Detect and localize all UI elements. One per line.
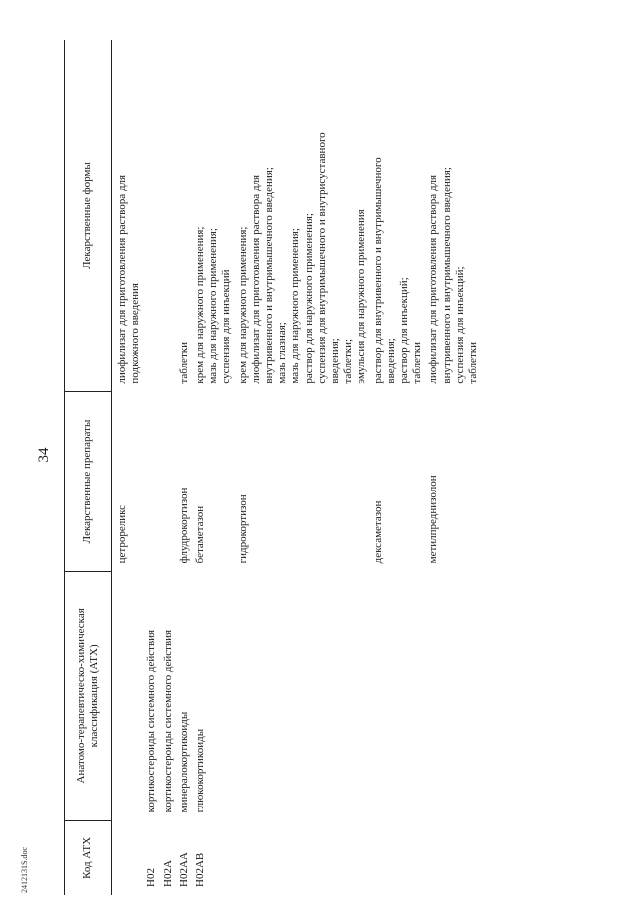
table-row xyxy=(236,40,371,895)
table-row xyxy=(177,40,193,895)
cell-code xyxy=(112,820,145,895)
cell-drug: метилпреднизолон xyxy=(427,475,440,564)
cell-forms: лиофилизат для приготовления раствора для подкожного введения xyxy=(116,174,142,384)
cell-atx: глюкокортикоиды xyxy=(194,728,207,813)
cell-atx xyxy=(371,571,427,820)
table-row xyxy=(161,40,177,895)
atx-table xyxy=(64,40,482,895)
cell-code: H02 xyxy=(145,868,158,887)
header-atx: Анатомо-терапевтическо-химическая классификация (АТХ) xyxy=(65,571,112,820)
cell-atx xyxy=(236,571,371,820)
table-row xyxy=(371,40,427,895)
cell-forms: раствор для внутривенного и внутримышечного введения; раствор для инъекций; таблетки xyxy=(371,157,424,384)
cell-forms xyxy=(144,40,160,392)
cell-drug: цетрореликс xyxy=(116,504,128,564)
cell-code xyxy=(236,820,371,895)
cell-drug: дексаметазон xyxy=(371,500,384,564)
cell-atx xyxy=(426,571,482,820)
footer-filename: 2412131S.doc xyxy=(20,847,29,893)
cell-forms: лиофилизат для приготовления раствора для внутривенного и внутримышечного введения; суспензия для инъекций; таблетки xyxy=(427,167,480,384)
table-row xyxy=(426,40,482,895)
cell-forms: крем для наружного применения; мазь для наружного применения; суспензия для инъекций xyxy=(194,226,233,384)
cell-atx: кортикостероиды системного действия xyxy=(161,629,174,813)
cell-code xyxy=(426,820,482,895)
header-drugs: Лекарственные препараты xyxy=(65,392,112,572)
cell-drug xyxy=(144,392,160,572)
cell-drug: гидрокортизон xyxy=(236,494,249,564)
cell-forms: таблетки xyxy=(177,342,190,384)
cell-forms: крем для наружного применения; лиофилизат для приготовления раствора для внутривенного и внутримышечного введения; мазь глазная; мазь для наружного применения; раствор для наружного применения; суспензия для внутримышечного и внутрисуставного введения; таблетки; эмульсия для наружного применения xyxy=(236,132,368,384)
cell-code xyxy=(371,820,427,895)
table-row xyxy=(144,40,160,895)
cell-code: H02A xyxy=(161,860,174,887)
cell-drug: бетаметазон xyxy=(194,505,207,564)
table-header-row xyxy=(65,40,112,895)
table-row xyxy=(193,40,236,895)
header-forms: Лекарственные формы xyxy=(65,40,112,392)
cell-drug xyxy=(161,392,177,572)
cell-atx xyxy=(112,571,145,820)
cell-atx: кортикостероиды системного действия xyxy=(145,629,158,813)
header-code: Код АТХ xyxy=(65,820,112,895)
page-number: 34 xyxy=(36,447,52,463)
cell-code: H02AA xyxy=(177,852,190,887)
cell-forms xyxy=(161,40,177,392)
cell-drug: флудрокортизон xyxy=(177,487,190,564)
cell-code: H02AB xyxy=(194,852,207,887)
table-row xyxy=(112,40,145,895)
cell-atx: минералокортикоиды xyxy=(177,711,190,813)
